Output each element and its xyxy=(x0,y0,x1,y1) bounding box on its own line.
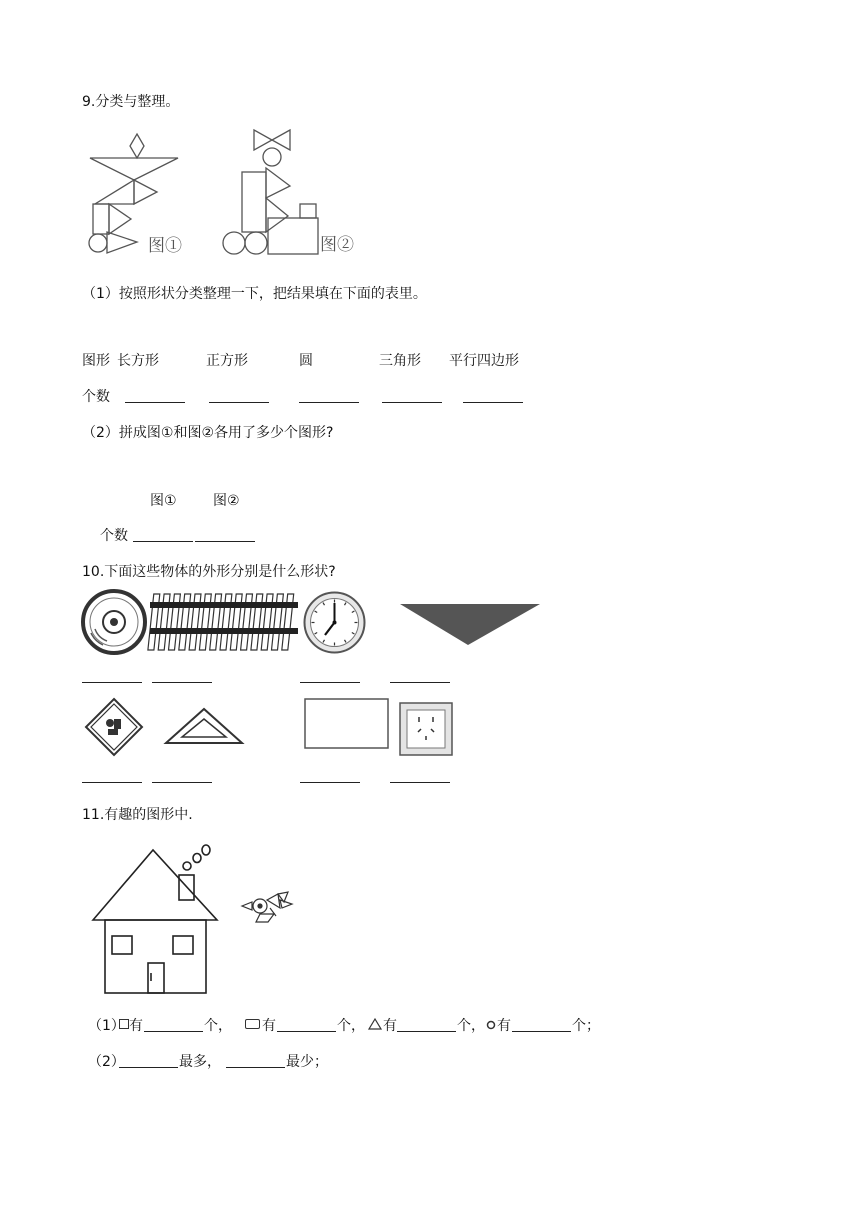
q9-table-header-triangle: 三角形 xyxy=(379,353,421,369)
bird-shapes-image xyxy=(240,890,295,926)
q10-answer-triangle[interactable] xyxy=(390,670,450,683)
q9-figure-2 xyxy=(220,128,365,256)
q11-answer-circle[interactable] xyxy=(512,1019,571,1032)
q9-table-header-parallelogram: 平行四边形 xyxy=(449,353,519,369)
q11-part1-you-3: 有 xyxy=(383,1018,397,1034)
q11-part2-prefix: （2） xyxy=(88,1054,125,1070)
q9-answer-fig2[interactable] xyxy=(195,529,255,542)
circle-icon xyxy=(486,1020,496,1030)
q11-part1-ge-4: 个； xyxy=(572,1018,600,1034)
q9-table2-header-fig2: 图② xyxy=(213,493,240,509)
diamond-sign-image xyxy=(84,697,144,757)
q11-part1-you-4: 有 xyxy=(497,1018,511,1034)
q9-answer-parallelogram[interactable] xyxy=(463,390,523,403)
q10-answer-track[interactable] xyxy=(152,670,212,683)
q10-answer-clock[interactable] xyxy=(300,670,360,683)
q11-answer-least[interactable] xyxy=(226,1055,285,1068)
q11-part2-least: 最少； xyxy=(286,1054,328,1070)
q9-fig2-caption: 图② xyxy=(320,235,354,255)
house-image xyxy=(90,843,220,995)
q9-answer-circle[interactable] xyxy=(299,390,359,403)
q10-title: 10.下面这些物体的外形分别是什么形状? xyxy=(82,564,336,580)
q9-table-header-rectangle: 长方形 xyxy=(117,353,159,369)
q9-count-label-2: 个数 xyxy=(100,528,128,544)
q9-answer-rectangle[interactable] xyxy=(125,390,185,403)
q11-part1-ge-3: 个， xyxy=(457,1018,485,1034)
triangle-icon xyxy=(368,1018,382,1030)
q9-table-header-shape: 图形 xyxy=(82,353,110,369)
q10-answer-cd[interactable] xyxy=(82,670,142,683)
q11-part1-ge-1: 个， xyxy=(204,1018,232,1034)
railway-track-image xyxy=(150,592,298,654)
q11-answer-triangle[interactable] xyxy=(397,1019,456,1032)
cd-disc-image xyxy=(81,589,147,655)
q9-part1: （1）按照形状分类整理一下，把结果填在下面的表里。 xyxy=(82,286,427,302)
q11-answer-square[interactable] xyxy=(144,1019,203,1032)
q10-answer-set-square[interactable] xyxy=(152,770,212,783)
q9-title: 9.分类与整理。 xyxy=(82,94,180,110)
rectangle-icon xyxy=(245,1019,260,1029)
q9-table-header-circle: 圆 xyxy=(299,353,313,369)
q9-figure-1 xyxy=(85,132,205,254)
power-socket-image xyxy=(399,702,453,756)
q10-answer-rectangle[interactable] xyxy=(300,770,360,783)
q11-title: 11.有趣的图形中. xyxy=(82,807,193,823)
small-square-icon xyxy=(119,1019,129,1029)
q9-answer-triangle[interactable] xyxy=(382,390,442,403)
clock-image xyxy=(303,591,366,654)
q9-answer-fig1[interactable] xyxy=(133,529,193,542)
rectangle-image xyxy=(304,698,390,750)
inverted-triangle-image xyxy=(400,604,540,646)
q11-part1-you-2: 有 xyxy=(262,1018,276,1034)
q9-table-header-square: 正方形 xyxy=(206,353,248,369)
q11-answer-most[interactable] xyxy=(119,1055,178,1068)
q10-answer-diamond[interactable] xyxy=(82,770,142,783)
q11-part1-prefix: （1） xyxy=(88,1018,125,1034)
q11-part1-you-1: 有 xyxy=(129,1018,143,1034)
q9-part2: （2）拼成图①和图②各用了多少个图形? xyxy=(82,425,334,441)
q11-part1-ge-2: 个， xyxy=(337,1018,365,1034)
q9-count-label: 个数 xyxy=(82,389,110,405)
q11-answer-rectangle[interactable] xyxy=(277,1019,336,1032)
q9-answer-square[interactable] xyxy=(209,390,269,403)
q9-fig1-caption: 图① xyxy=(148,236,182,256)
set-square-image xyxy=(164,706,244,746)
q10-answer-socket[interactable] xyxy=(390,770,450,783)
q9-table2-header-fig1: 图① xyxy=(150,493,177,509)
q11-part2-most: 最多， xyxy=(179,1054,221,1070)
